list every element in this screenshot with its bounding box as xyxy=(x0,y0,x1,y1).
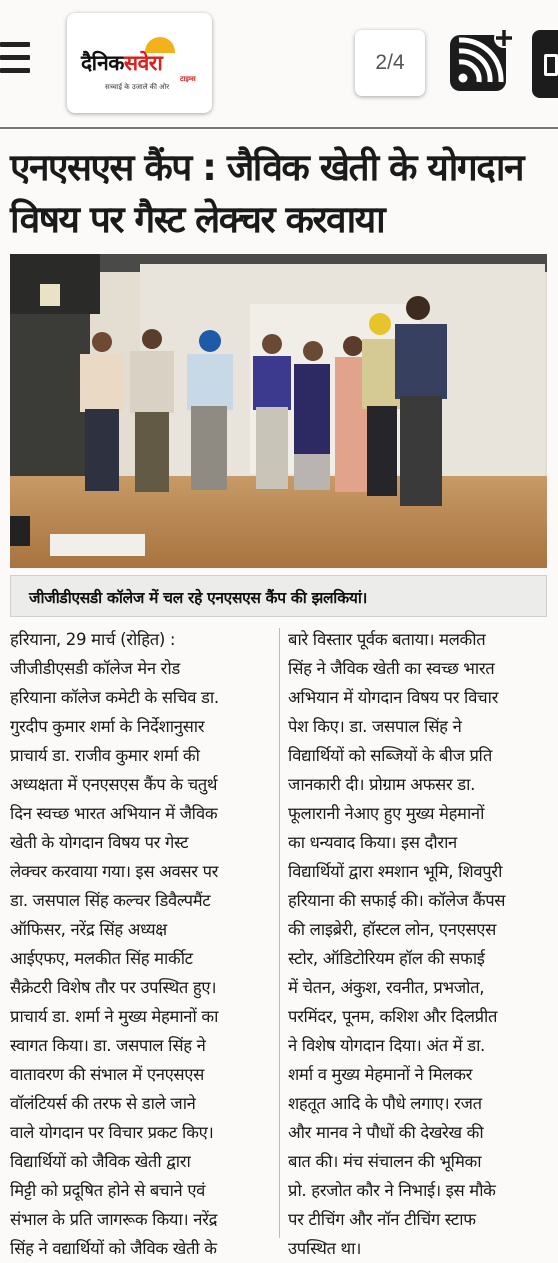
article-text-line: विद्यार्थियों को जैविक खेती द्वारा xyxy=(10,1152,191,1171)
article-text-line: प्राचार्य डा. शर्मा ने मुख्य मेहमानों का xyxy=(10,1007,219,1026)
article-text-line: पेश किए। डा. जसपाल सिंह ने xyxy=(288,717,462,736)
article-text-line: विद्यार्थियों द्वारा श्मशान भूमि, शिवपुरी xyxy=(288,862,503,881)
header-divider xyxy=(0,127,558,129)
article-text-line: में चेतन, अंकुश, रवनीत, प्रभजोत, xyxy=(288,978,485,997)
logo-times: टाइम्स xyxy=(180,75,196,83)
article-text-line: वॉलंटियर्स की तरफ से डाले जाने xyxy=(10,1094,196,1113)
article-text-line: मिट्टी को प्रदूषित होने से बचाने एवं xyxy=(10,1181,206,1200)
article-text-line: वातावरण की संभाल में एनएसएस xyxy=(10,1065,204,1084)
headline-line-2: विषय पर गैस्ट लेक्चर करवाया xyxy=(10,198,385,241)
article-text-line: प्रो. हरजोत कौर ने निभाई। इस मौके xyxy=(288,1181,496,1200)
share-icon[interactable] xyxy=(532,30,558,98)
article-text-line: शर्मा व मुख्य मेहमानों ने मिलकर xyxy=(288,1065,473,1084)
article-text-line: ऑफिसर, नरेंद्र सिंह अध्यक्ष xyxy=(10,920,167,939)
logo-title: दैनिकसवेरा xyxy=(81,51,163,75)
article-text-line: परमिंदर, पूनम, कशिश और दिलप्रीत xyxy=(288,1007,498,1026)
article-text-line: बात की। मंच संचालन की भूमिका xyxy=(288,1152,482,1171)
article-text-line: गुरदीप कुमार शर्मा के निर्देशानुसार xyxy=(10,717,205,736)
article-text-line: सिंह ने वद्यार्थियों को जैविक खेती के xyxy=(10,1239,217,1258)
article-text-line: संभाल के प्रति जागरूक किया। नरेंद्र xyxy=(10,1210,218,1229)
article-text-line: अध्यक्षता में एनएसएस कैंप के चतुर्थ xyxy=(10,775,218,794)
article-text-line: का धन्यवाद किया। इस दौरान xyxy=(288,833,457,852)
article-text-line: प्राचार्य डा. राजीव कुमार शर्मा की xyxy=(10,746,200,765)
article-photo xyxy=(10,254,547,568)
article-text-line: और मानव ने पौधों की देखरेख की xyxy=(288,1123,484,1142)
article-text-line: की लाइब्रेरी, हॉस्टल लोन, एनएसएस xyxy=(288,920,497,939)
newspaper-logo[interactable] xyxy=(67,13,212,113)
article-headline xyxy=(10,142,555,246)
rss-add-icon[interactable] xyxy=(448,27,514,93)
app-header xyxy=(0,0,558,120)
article-text-line: ने विशेष योगदान दिया। अंत में डा. xyxy=(288,1036,485,1055)
article-text-line: आईएफए, मलकीत सिंह मार्कीट xyxy=(10,949,193,968)
article-text-line: डा. जसपाल सिंह कल्चर डिवैल्पमैंट xyxy=(10,891,211,910)
article-text-line: सिंह ने जैविक खेती का स्वच्छ भारत xyxy=(288,659,495,678)
article-text-line: बारे विस्तार पूर्वक बताया। मलकीत xyxy=(288,630,486,649)
article-text-line: शहतूत आदि के पौधे लगाए। रजत xyxy=(288,1094,482,1113)
article-text-line: सैक्रेटरी विशेष तौर पर उपस्थित हुए। xyxy=(10,978,217,997)
article-text-line: पर टीचिंग और नॉन टीचिंग स्टाफ xyxy=(288,1210,476,1229)
article-text-line: हरियाना की सफाई की। कॉलेज कैंपस xyxy=(288,891,506,910)
article-text-line: उपस्थित था। xyxy=(288,1239,362,1258)
article-body-column-2 xyxy=(288,625,550,1263)
article-text-line: खेती के योगदान विषय पर गेस्ट xyxy=(10,833,189,852)
article-text-line: फूलारानी नेआए हुए मुख्य मेहमानों xyxy=(288,804,485,823)
headline-line-1: एनएसएस कैंप : जैविक खेती के योगदान xyxy=(10,146,523,189)
article-text-line: अभियान में योगदान विषय पर विचार xyxy=(288,688,499,707)
article-text-line: जीजीडीएसडी कॉलेज मेन रोड xyxy=(10,659,180,678)
article-text-line: हरियाना, 29 मार्च (रोहित) : xyxy=(10,630,176,649)
column-divider xyxy=(279,628,280,1238)
article-text-line: स्टोर, ऑडिटोरियम हॉल की सफाई xyxy=(288,949,485,968)
article-text-line: लेक्चर करवाया गया। इस अवसर पर xyxy=(10,862,219,881)
page-indicator[interactable]: 2/4 xyxy=(355,30,425,96)
article-text-line: विद्यार्थियों को सब्जियों के बीज प्रति xyxy=(288,746,492,765)
photo-caption: जीजीडीएसडी कॉलेज में चल रहे एनएसएस कैंप की झलकियां। xyxy=(29,589,368,607)
menu-icon[interactable] xyxy=(0,42,30,81)
logo-tagline: सच्चाई के उजाले की ओर xyxy=(105,83,170,91)
photo-caption-bar xyxy=(10,575,547,617)
article-text-line: हरियाना कॉलेज कमेटी के सचिव डा. xyxy=(10,688,219,707)
article-body-column-1 xyxy=(10,625,272,1263)
article-text-line: दिन स्वच्छ भारत अभियान में जैविक xyxy=(10,804,218,823)
article-text-line: जानकारी दी। प्रोग्राम अफसर डा. xyxy=(288,775,476,794)
article-text-line: वाले योगदान पर विचार प्रकट किए। xyxy=(10,1123,214,1142)
article-text-line: स्वागत किया। डा. जसपाल सिंह ने xyxy=(10,1036,206,1055)
